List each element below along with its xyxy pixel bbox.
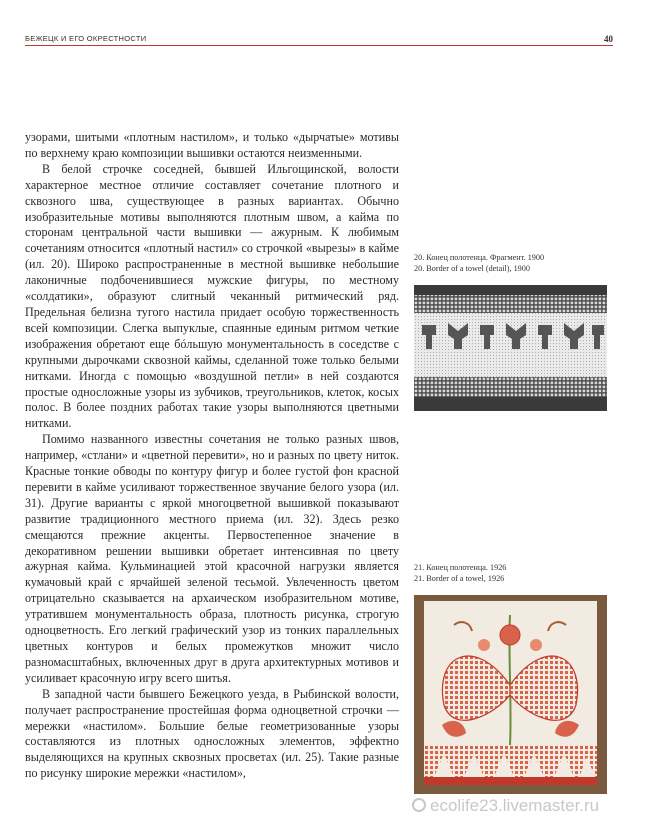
embroidered-towel-image: [414, 595, 607, 794]
figure-21-caption-en: 21. Border of a towel, 1926: [414, 574, 505, 583]
figure-20-photo: [414, 285, 607, 411]
figure-20-caption-ru: 20. Конец полотенца. Фрагмент. 1900: [414, 253, 545, 262]
figure-21-caption-ru: 21. Конец полотенца. 1926: [414, 563, 507, 572]
page-number: 40: [604, 34, 613, 44]
paragraph: Помимо названного известны сочетания не только разных швов, например, «стлани» и «цветной перевити», но и разных по цвету ниток. Красные тонкие обводы по контуру фигур и более густой фон красной перевити в кайме усиливают торжественное звучание белого узора (ил. 31). Другие варианты с яркой многоцветной вышивкой показывают развитие традиционного местного приема (ил. 32). Здесь резко смещаются прежние акценты. Первостепенное значение в декоративном решении вышивки обретает интенсивная по цвету ажурная кайма. Кульминацией этой красочной нагрузки является кумачовый край с ярчайшей зеленой тесьмой. Увлеченность цветом отрицательно сказывается на архаическом изобразительном мотиве, утратившем монументальность образа, плотность рисунка, строгую одноцветность. Его легкий графический узор из тонких параллельных цветных контуров и белых промежутков множит число разномасштабных, включенных друг в друга архитектурных мотивов и усиливает красочную игру всего шитья.: [25, 432, 399, 685]
paragraph: узорами, шитыми «плотным настилом», и только «дырчатые» мотивы по верхнему краю композиции вышивки остаются неизменными.: [25, 130, 399, 160]
figure-20-caption: [414, 252, 614, 274]
watermark-text: ecolife23.livemaster.ru: [430, 796, 600, 815]
figure-21-photo: [414, 595, 607, 794]
running-header-title: БЕЖЕЦК И ЕГО ОКРЕСТНОСТИ: [25, 34, 147, 43]
paragraph: В белой строчке соседней, бывшей Ильгощинской, волости характерное местное отличие составляет сочетание плотного и сквозного шва, существующее в разных вариантах. Обычно изобразительные мотивы выполняются плотным швом, а кайма по сторонам центральной части вышивки — ажурным. К любимым сочетаниям относится «плотный настил» со строчкой «вырезы» в кайме (ил. 20). Широко распространенные в местной вышивке небольшие лаконичные подбоченившиеся мужские фигуры, по местному «солдатики», образуют слитный чеканный ритмический ряд. Предельная белизна тугого настила придает особую торжественность всей композиции. Слегка выпуклые, спаянные единым ритмом четкие изображения обретают еще бóльшую монументальность в соседстве с крупными дырочками сквозной каймы, сделанной тоже только белыми нитками. Иногда с помощью «воздушной петли» в ней создаются простые односложные узоры из зубчиков, треугольников, клеток, косых полос. В более поздних работах такие узоры выполняются цветными нитками.: [25, 161, 399, 431]
header-rule: [25, 45, 613, 46]
figure-21-caption: [414, 562, 614, 584]
figure-20-caption-en: 20. Border of a towel (detail), 1900: [414, 264, 530, 273]
white-lace-border-image: [414, 285, 607, 411]
watermark: [412, 796, 599, 816]
gear-icon: [412, 798, 426, 812]
body-text: [25, 130, 399, 782]
paragraph: В западной части бывшего Бежецкого уезда, в Рыбинской волости, получает распространение простейшая форма одноцветной строчки — мережки «настилом». Большие белые геометризованные узоры составляются из плотных односложных элементов, эффектно выделяющихся на крупных сквозных просветах (ил. 25). Такие разные по рисунку широкие мережки «настилом»,: [25, 686, 399, 781]
